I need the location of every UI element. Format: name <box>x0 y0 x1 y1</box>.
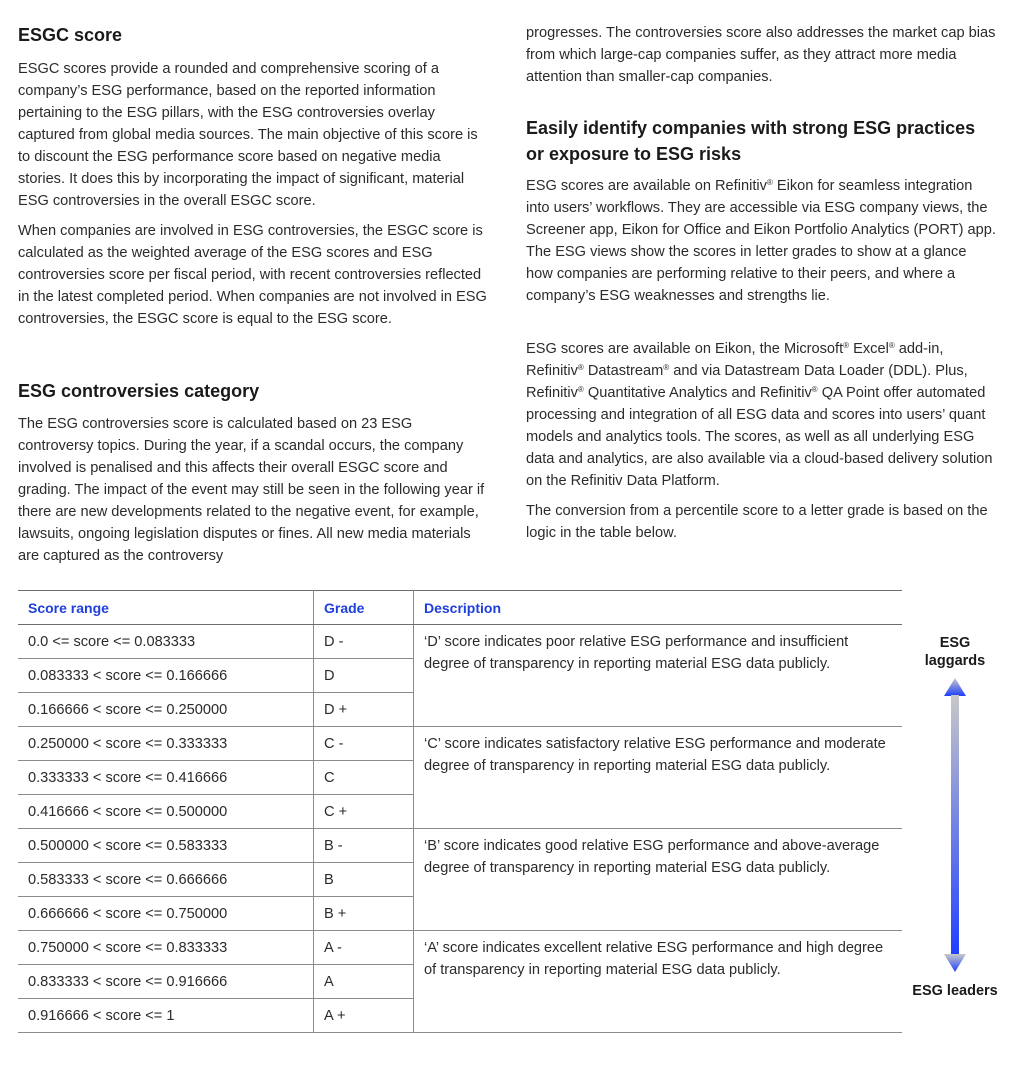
grade-cell: C + <box>314 795 414 829</box>
grade-cell: D <box>314 659 414 693</box>
score-range-cell: 0.416666 < score <= 0.500000 <box>18 795 314 829</box>
description-cell-a: ‘A’ score indicates excellent relative ESG performance and high degree of transparency in reporting material ESG data publicly. <box>414 931 903 1033</box>
table-row <box>18 727 902 761</box>
esgc-score-heading: ESGC score <box>18 25 123 45</box>
esgc-score-paragraph-1: ESGC scores provide a rounded and comprehensive scoring of a company’s ESG performance, based on the reported information pertaining to the ESG pillars, with the ESG controversies overlay captured from global media sources. The main objective of this score is to discount the ESG performance score based on negative media stories. It does this by incorporating the impact of significant, material ESG controversies in the overall ESGC score. <box>18 61 478 209</box>
score-range-cell: 0.583333 < score <= 0.666666 <box>18 863 314 897</box>
grade-cell: B + <box>314 897 414 931</box>
score-range-cell: 0.0 <= score <= 0.083333 <box>18 625 314 659</box>
description-cell-c: ‘C’ score indicates satisfactory relative ESG performance and moderate degree of transparency in reporting material ESG data publicly. <box>414 727 903 829</box>
conversion-paragraph: The conversion from a percentile score to a letter grade is based on the logic in the table below. <box>526 503 988 541</box>
identify-companies-heading: Easily identify companies with strong ESG practices or exposure to ESG risks <box>526 118 976 164</box>
esgc-score-paragraph-2: When companies are involved in ESG controversies, the ESGC score is calculated as the weighted average of the ESG scores and ESG controversies score per fiscal period, with recent controversies reflected in the latest completed period. When companies are not involved in ESG controversies, the ESGC score is equal to the ESG score. <box>18 223 487 327</box>
grade-cell: B <box>314 863 414 897</box>
esg-controversies-heading: ESG controversies category <box>18 381 260 401</box>
grade-conversion-table <box>18 590 902 1033</box>
double-headed-arrow-icon <box>940 676 970 974</box>
grade-cell: A <box>314 965 414 999</box>
availability-paragraph-2: ESG scores are available on Eikon, the Microsoft® Excel® add-in, Refinitiv® Datastream® and via Datastream Data Loader (DDL). Plus, Refinitiv® Quantitative Analytics and Refinitiv® QA Point offer automated processing and integration of all ESG data and scores into users’ quant models and analytics tools. The scores, as well as all underlying ESG data and analytics, are also available via a cloud-based delivery solution on the Refinitiv Data Platform. <box>526 341 993 489</box>
score-range-cell: 0.916666 < score <= 1 <box>18 999 314 1033</box>
grade-cell: B - <box>314 829 414 863</box>
grade-cell: C <box>314 761 414 795</box>
score-range-cell: 0.833333 < score <= 0.916666 <box>18 965 314 999</box>
score-range-cell: 0.666666 < score <= 0.750000 <box>18 897 314 931</box>
score-range-cell: 0.333333 < score <= 0.416666 <box>18 761 314 795</box>
score-range-cell: 0.250000 < score <= 0.333333 <box>18 727 314 761</box>
table-row <box>18 931 902 965</box>
availability-paragraph-1: ESG scores are available on Refinitiv® Eikon for seamless integration into users’ workflows. They are accessible via ESG company views, the Screener app, Eikon for Office and Eikon Portfolio Analytics (PORT) app. The ESG views show the scores in letter grades to show at a glance how companies are performing relative to their peers, and where a company’s ESG weaknesses and strengths lie. <box>526 178 996 304</box>
score-range-cell: 0.500000 < score <= 0.583333 <box>18 829 314 863</box>
score-range-cell: 0.750000 < score <= 0.833333 <box>18 931 314 965</box>
description-cell-b: ‘B’ score indicates good relative ESG performance and above-average degree of transparency in reporting material ESG data publicly. <box>414 829 903 931</box>
grade-cell: A - <box>314 931 414 965</box>
table-row <box>18 625 902 659</box>
grade-cell: D + <box>314 693 414 727</box>
esg-controversies-paragraph: The ESG controversies score is calculated based on 23 ESG controversy topics. During the year, if a scandal occurs, the company involved is penalised and this affects their overall ESGC score and grading. The impact of the event may still be seen in the following year if there are new developments related to the negative event, for example, lawsuits, ongoing legislation disputes or fines. All new media materials are captured as the controversy <box>18 416 485 564</box>
header-grade: Grade <box>314 591 414 625</box>
controversies-continuation-paragraph: progresses. The controversies score also addresses the market cap bias from which large-cap companies suffer, as they attract more media attention than smaller-cap companies. <box>526 25 996 85</box>
table-row <box>18 829 902 863</box>
score-range-cell: 0.166666 < score <= 0.250000 <box>18 693 314 727</box>
score-range-cell: 0.083333 < score <= 0.166666 <box>18 659 314 693</box>
esg-leaders-label: ESG leaders <box>912 983 998 999</box>
grade-cell: A + <box>314 999 414 1033</box>
grade-cell: D - <box>314 625 414 659</box>
table-header-row <box>18 591 902 625</box>
description-cell-d: ‘D’ score indicates poor relative ESG performance and insufficient degree of transparency in reporting material ESG data publicly. <box>414 625 903 727</box>
grade-cell: C - <box>314 727 414 761</box>
esg-laggards-label: ESG laggards <box>924 635 986 669</box>
header-score-range: Score range <box>18 591 314 625</box>
header-description: Description <box>414 591 903 625</box>
